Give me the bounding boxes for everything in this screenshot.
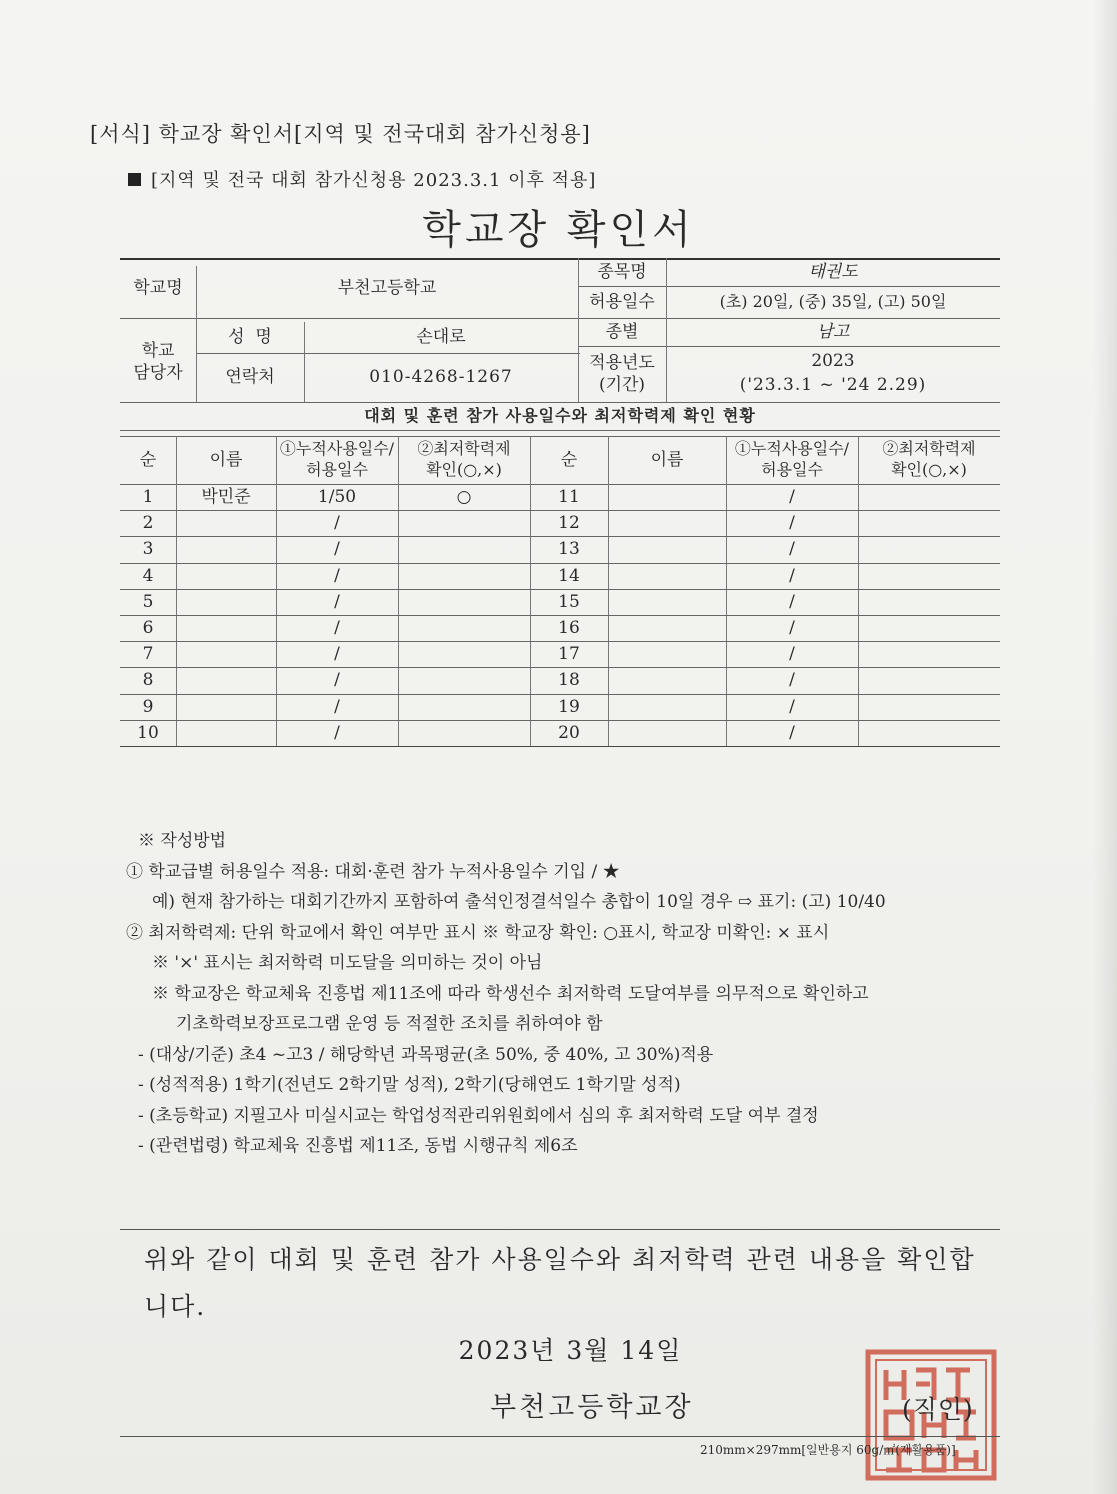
- note-line: ※ 작성방법: [138, 831, 227, 851]
- note-line: ※ 학교장은 학교체육 진흥법 제11조에 따라 학생선수 최저학력 도달여부를 의무적으로 확인하고: [152, 983, 869, 1004]
- year-value: 2023: [811, 350, 855, 371]
- row-right-days-cell: /: [789, 670, 795, 691]
- table-row-line: [120, 746, 1000, 747]
- row-right-check-cell: [858, 667, 1000, 693]
- row-days-cell: 1/50: [317, 487, 357, 508]
- row-no-cell: 7: [142, 644, 154, 665]
- row-days-cell: /: [334, 618, 340, 639]
- col-header-name: 이름: [209, 449, 243, 470]
- row-right-name-cell: [608, 615, 726, 641]
- row-right-days-cell: /: [789, 487, 795, 508]
- year-label: 적용년도 (기간): [589, 352, 655, 395]
- row-right-days-cell: /: [789, 696, 795, 717]
- row-check-cell: [398, 667, 530, 693]
- row-check-cell: [398, 536, 530, 562]
- row-days-cell: /: [334, 644, 340, 665]
- table-row-line: [120, 694, 1000, 695]
- row-check-cell: [398, 694, 530, 720]
- row-right-name-cell: [608, 589, 726, 615]
- row-name-cell: [176, 641, 276, 667]
- col-header-days: ①누적사용일수/ 허용일수: [279, 439, 395, 479]
- row-right-no-cell: 14: [558, 565, 580, 586]
- footer-line: [120, 1436, 1000, 1437]
- row-name-cell: [176, 510, 276, 536]
- row-right-check-cell: [858, 641, 1000, 667]
- row-name-cell: [176, 536, 276, 562]
- period-value: ('23.3.1 ~ '24 2.29): [739, 374, 927, 395]
- row-days-cell: /: [334, 591, 340, 612]
- col-header-check-right: ②최저학력제 확인(○,×): [882, 439, 976, 479]
- row-days-cell: /: [334, 722, 340, 743]
- row-right-check-cell: [858, 563, 1000, 589]
- paper-spec: 210mm×297mm[일반용지 60g/㎡(재활용품)]: [700, 1443, 956, 1457]
- row-no-cell: 2: [142, 513, 154, 534]
- row-right-name-cell: [608, 694, 726, 720]
- row-check-cell: [398, 615, 530, 641]
- type-value: 남고: [816, 321, 850, 342]
- col-header-no-right: 순: [560, 449, 578, 470]
- status-section-title: 대회 및 훈련 참가 사용일수와 최저학력제 확인 현황: [364, 406, 756, 425]
- school-value: 부천고등학교: [337, 277, 437, 298]
- row-right-name-cell: [608, 720, 726, 746]
- row-no-cell: 5: [142, 591, 154, 612]
- row-right-name-cell: [608, 536, 726, 562]
- row-right-no-cell: 11: [558, 487, 580, 508]
- row-name-cell: [176, 615, 276, 641]
- row-right-days-cell: /: [789, 722, 795, 743]
- row-right-name-cell: [608, 667, 726, 693]
- row-right-check-cell: [858, 694, 1000, 720]
- row-right-days-cell: /: [789, 591, 795, 612]
- row-name-cell: [176, 720, 276, 746]
- note-line: - (성적적용) 1학기(전년도 2학기말 성적), 2학기(당해연도 1학기말 성적): [138, 1075, 681, 1095]
- writing-guide: [120, 826, 1020, 1162]
- apply-note: [128, 166, 596, 192]
- row-right-days-cell: /: [789, 565, 795, 586]
- confirmation-text: 위와 같이 대회 및 훈련 참가 사용일수와 최저학력 관련 내용을 확인합니다.: [144, 1245, 976, 1321]
- divider-line: [120, 1229, 1000, 1230]
- row-right-check-cell: [858, 536, 1000, 562]
- table-row-line: [120, 667, 1000, 668]
- row-right-no-cell: 19: [558, 696, 580, 717]
- row-name-cell: [176, 563, 276, 589]
- row-check-cell: [398, 641, 530, 667]
- note-line: - (초등학교) 지필고사 미실시교는 학업성적관리위원회에서 심의 후 최저학력 도달 여부 결정: [138, 1105, 819, 1126]
- type-label: 종별: [605, 321, 639, 342]
- square-bullet-icon: [128, 173, 141, 186]
- row-days-cell: /: [334, 670, 340, 691]
- event-value: 태권도: [808, 261, 858, 282]
- row-right-no-cell: 16: [558, 618, 580, 639]
- table-row-line: [120, 536, 1000, 537]
- col-header-no: 순: [139, 449, 157, 470]
- row-right-check-cell: [858, 720, 1000, 746]
- table-row-line: [120, 563, 1000, 564]
- row-no-cell: 6: [142, 618, 154, 639]
- table-row-line: [120, 615, 1000, 616]
- row-right-no-cell: 13: [558, 539, 580, 560]
- row-check-cell: [398, 720, 530, 746]
- table-row-line: [120, 589, 1000, 590]
- row-no-cell: 1: [142, 487, 154, 508]
- row-right-no-cell: 17: [558, 644, 580, 665]
- note-line: - (관련법령) 학교체육 진흥법 제11조, 동법 시행규칙 제6조: [138, 1136, 578, 1156]
- row-right-check-cell: [858, 484, 1000, 510]
- school-label: 학교명: [133, 277, 183, 298]
- contact-label: 연락처: [225, 367, 275, 388]
- row-check-cell: [398, 563, 530, 589]
- row-check-cell: [398, 589, 530, 615]
- note-line: - (대상/기준) 초4 ~고3 / 해당학년 과목평균(초 50%, 중 40%, 고 30%)적용: [138, 1044, 714, 1065]
- row-right-days-cell: /: [789, 513, 795, 534]
- days-value: (초) 20일, (중) 35일, (고) 50일: [719, 291, 947, 311]
- row-no-cell: 3: [142, 539, 154, 560]
- note-line: 예) 현재 참가하는 대회기간까지 포함하여 출석인정결석일수 총합이 10일 경우 ⇨ 표기: (고) 10/40: [152, 892, 886, 912]
- col-header-days-right: ①누적사용일수/ 허용일수: [734, 439, 850, 479]
- table-row-line: [120, 510, 1000, 511]
- row-name-cell: [176, 667, 276, 693]
- row-right-name-cell: [608, 563, 726, 589]
- row-days-cell: /: [334, 513, 340, 534]
- row-right-name-cell: [608, 484, 726, 510]
- event-label: 종목명: [597, 261, 647, 282]
- table-row-line: [120, 720, 1000, 721]
- row-right-name-cell: [608, 641, 726, 667]
- row-days-cell: /: [334, 565, 340, 586]
- row-right-check-cell: [858, 589, 1000, 615]
- confirmation-date: 2023년 3월 14일: [458, 1336, 683, 1365]
- row-days-cell: /: [334, 696, 340, 717]
- col-header-name-right: 이름: [650, 449, 684, 470]
- row-right-days-cell: /: [789, 539, 795, 560]
- seal-label: (직인): [902, 1395, 974, 1424]
- note-line: ※ '×' 표시는 최저학력 미도달을 의미하는 것이 아님: [152, 953, 543, 973]
- document-title: 학교장 확인서: [422, 207, 695, 253]
- row-right-days-cell: /: [789, 644, 795, 665]
- row-no-cell: 4: [142, 565, 154, 586]
- table-line: [120, 430, 1000, 431]
- row-right-check-cell: [858, 510, 1000, 536]
- row-right-no-cell: 15: [558, 591, 580, 612]
- row-right-check-cell: [858, 615, 1000, 641]
- row-right-no-cell: 20: [558, 722, 580, 743]
- row-check-cell: [398, 510, 530, 536]
- table-row-line: [120, 641, 1000, 642]
- name-value: 손대로: [416, 327, 466, 348]
- col-header-check: ②최저학력제 확인(○,×): [417, 439, 511, 479]
- row-right-no-cell: 18: [558, 670, 580, 691]
- row-right-name-cell: [608, 510, 726, 536]
- row-no-cell: 8: [142, 670, 154, 691]
- row-no-cell: 10: [137, 722, 159, 743]
- note-line: ① 학교급별 허용일수 적용: 대회·훈련 참가 누적사용일수 기입 / ★: [126, 861, 620, 882]
- name-label: 성 명: [228, 327, 272, 348]
- row-no-cell: 9: [142, 696, 154, 717]
- row-name-cell: 박민준: [201, 487, 251, 508]
- row-check-cell: ○: [456, 487, 472, 508]
- row-days-cell: /: [334, 539, 340, 560]
- form-label: [서식] 학교장 확인서[지역 및 전국대회 참가신청용]: [90, 122, 591, 146]
- note-line: 기초학력보장프로그램 운영 등 적절한 조치를 취하여야 함: [176, 1014, 603, 1034]
- row-name-cell: [176, 589, 276, 615]
- apply-note-text: [지역 및 전국 대회 참가신청용 2023.3.1 이후 적용]: [151, 170, 597, 191]
- manager-label: 학교 담당자: [133, 340, 183, 383]
- row-right-no-cell: 12: [558, 513, 580, 534]
- note-line: ② 최저학력제: 단위 학교에서 확인 여부만 표시 ※ 학교장 확인: ○표시, 학교장 미확인: × 표시: [126, 922, 830, 943]
- contact-value: 010-4268-1267: [369, 367, 513, 388]
- principal-name: 부천고등학교장: [490, 1392, 694, 1423]
- row-right-days-cell: /: [789, 618, 795, 639]
- days-label: 허용일수: [589, 291, 655, 312]
- row-name-cell: [176, 694, 276, 720]
